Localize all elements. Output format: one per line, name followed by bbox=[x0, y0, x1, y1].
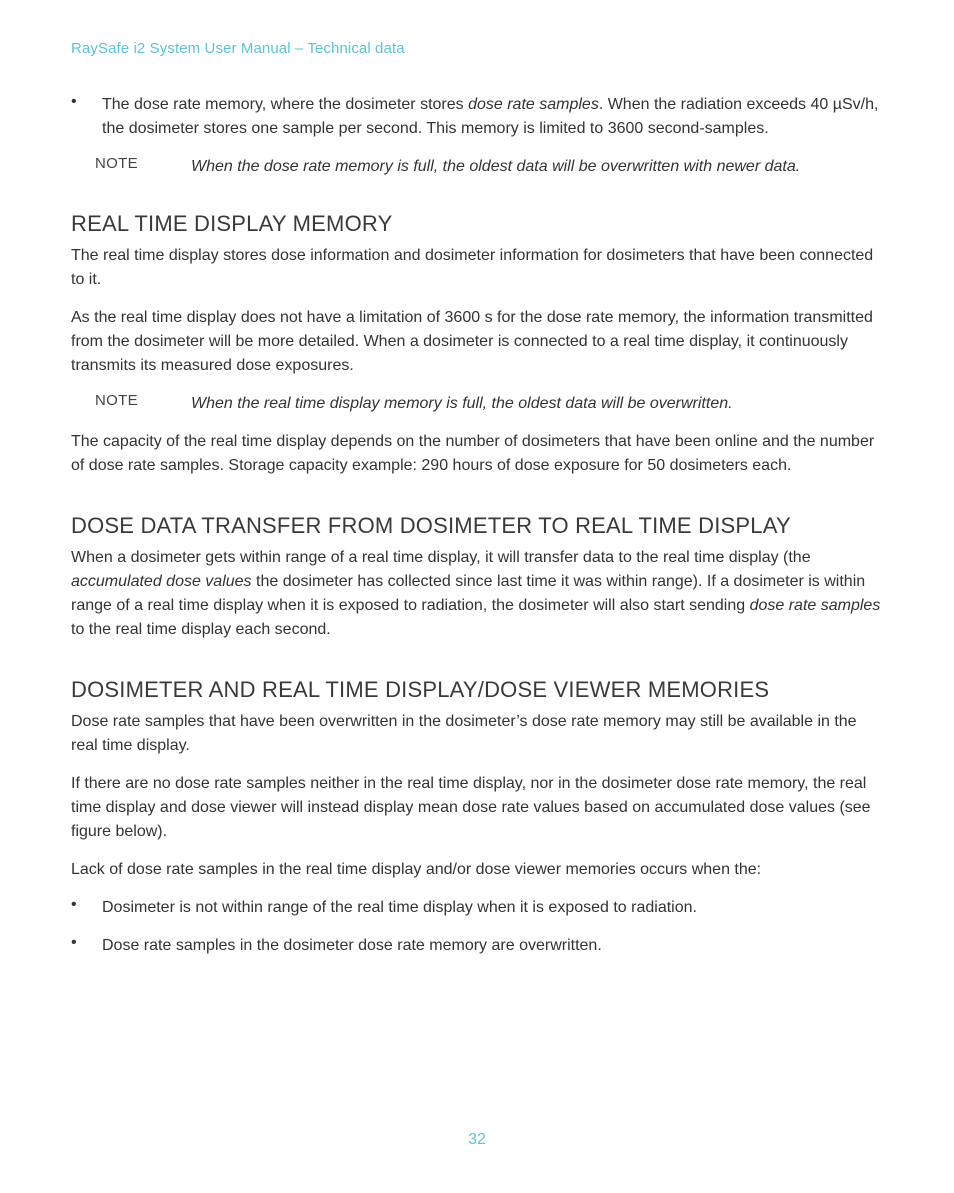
note-label: NOTE bbox=[95, 155, 138, 172]
paragraph: The real time display stores dose information and dosimeter information for dosimeters that have been connected to it. bbox=[71, 247, 874, 288]
note-block bbox=[71, 392, 886, 416]
paragraph: If there are no dose rate samples neither in the real time display, nor in the dosimeter dose rate memory, the real time display and dose viewer will instead display mean dose rate values based on accumulated dose values (see figure below). bbox=[71, 775, 871, 840]
section-heading: DOSIMETER AND REAL TIME DISPLAY/DOSE VIEWER MEMORIES bbox=[71, 677, 770, 702]
list-item bbox=[71, 934, 886, 958]
running-header: RaySafe i2 System User Manual – Technical data bbox=[71, 40, 405, 57]
bullet-text: Dosimeter is not within range of the real time display when it is exposed to radiation. bbox=[102, 899, 697, 916]
paragraph: As the real time display does not have a limitation of 3600 s for the dose rate memory, the information transmitted from the dosimeter will be more detailed. When a dosimeter is connected to a real time display, it continuously transmits its measured dose exposures. bbox=[71, 309, 873, 374]
paragraph bbox=[71, 546, 886, 642]
note-text: When the real time display memory is full, the oldest data will be overwritten. bbox=[191, 395, 733, 412]
emphasis-term: dose rate samples bbox=[749, 597, 881, 614]
note-text: When the dose rate memory is full, the oldest data will be overwritten with newer data. bbox=[191, 158, 801, 175]
emphasis-term: dose rate samples bbox=[468, 96, 599, 113]
bullet-text: Dose rate samples in the dosimeter dose rate memory are overwritten. bbox=[102, 937, 602, 954]
list-item bbox=[71, 93, 886, 141]
bullet-marker: • bbox=[71, 93, 77, 110]
paragraph: Lack of dose rate samples in the real time display and/or dose viewer memories occurs when the: bbox=[71, 861, 762, 878]
note-label: NOTE bbox=[95, 392, 138, 409]
list-item bbox=[71, 896, 886, 920]
bullet-marker: • bbox=[71, 934, 77, 951]
text-run: the dosimeter has collected since last time it was within range). If a dosimeter is within range of a real time display when it is exposed to radiation, the dosimeter will also start sending bbox=[71, 573, 866, 614]
bullet-marker: • bbox=[71, 896, 77, 913]
text-run: When a dosimeter gets within range of a real time display, it will transfer data to the real time display (the bbox=[71, 549, 811, 566]
text-run: The dose rate memory, where the dosimeter stores bbox=[102, 96, 469, 113]
bullet-text bbox=[102, 93, 886, 141]
emphasis-term: accumulated dose values bbox=[71, 573, 252, 590]
page-content bbox=[71, 93, 886, 972]
section-heading: DOSE DATA TRANSFER FROM DOSIMETER TO REAL TIME DISPLAY bbox=[71, 513, 791, 538]
text-run: to the real time display each second. bbox=[71, 621, 331, 638]
paragraph: Dose rate samples that have been overwritten in the dosimeter’s dose rate memory may still be available in the real time display. bbox=[71, 713, 857, 754]
paragraph: The capacity of the real time display depends on the number of dosimeters that have been online and the number of dose rate samples. Storage capacity example: 290 hours of dose exposure for 50 dosimeters each. bbox=[71, 433, 875, 474]
note-block bbox=[71, 155, 886, 179]
text-run: . When the radiation exceeds 40 µSv/h, the dosimeter stores one sample per second. This memory is limited to 3600 second-samples. bbox=[102, 96, 879, 137]
page-number: 32 bbox=[468, 1131, 486, 1148]
section-heading: REAL TIME DISPLAY MEMORY bbox=[71, 211, 393, 236]
